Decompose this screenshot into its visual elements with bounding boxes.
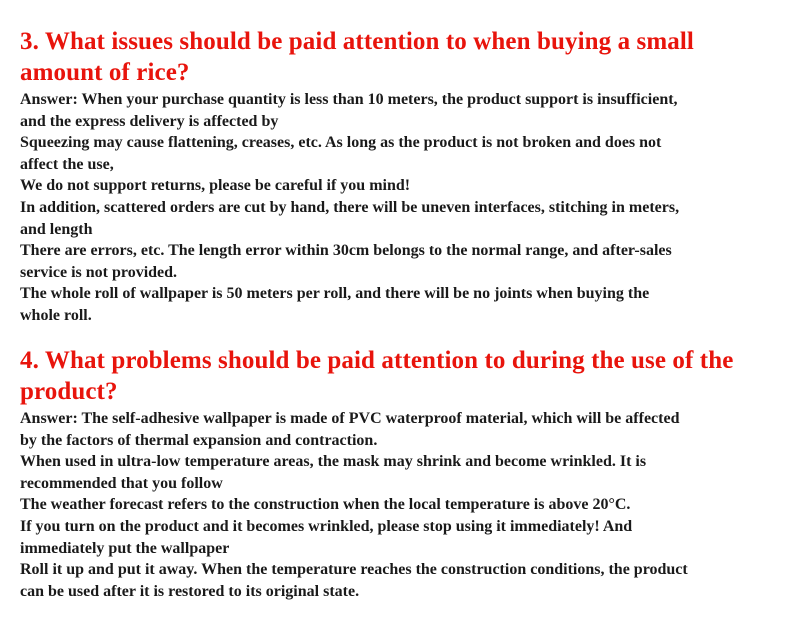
- answer-line: affect the use,: [20, 155, 114, 173]
- answer-line: In addition, scattered orders are cut by hand, there will be uneven interfaces, stitching in meters,: [20, 198, 680, 216]
- title-line: amount of rice?: [20, 59, 190, 86]
- faq-section-4: [20, 345, 790, 602]
- faq-question-3-title: [20, 26, 790, 88]
- answer-line: Answer: When your purchase quantity is less than 10 meters, the product support is insufficient,: [20, 91, 678, 108]
- answer-line: can be used after it is restored to its original state.: [20, 582, 360, 600]
- faq-answer-3: [20, 89, 790, 327]
- answer-line: immediately put the wallpaper: [20, 539, 230, 557]
- answer-line: When used in ultra-low temperature areas, the mask may shrink and become wrinkled. It is: [20, 453, 647, 471]
- answer-line: and the express delivery is affected by: [20, 112, 279, 130]
- answer-line: We do not support returns, please be careful if you mind!: [20, 177, 411, 195]
- title-line: product?: [20, 378, 118, 405]
- answer-line: and length: [20, 220, 93, 238]
- answer-line: Squeezing may cause flattening, creases, etc. As long as the product is not broken and does not: [20, 134, 662, 152]
- answer-line: The weather forecast refers to the construction when the local temperature is above 20°C.: [20, 496, 631, 514]
- title-line: 4. What problems should be paid attention to during the use of the: [20, 347, 734, 374]
- answer-line: by the factors of thermal expansion and contraction.: [20, 431, 378, 449]
- answer-line: whole roll.: [20, 306, 92, 324]
- answer-line: If you turn on the product and it becomes wrinkled, please stop using it immediately! And: [20, 517, 633, 535]
- answer-line: Answer: The self-adhesive wallpaper is made of PVC waterproof material, which will be affected: [20, 410, 680, 427]
- answer-line: service is not provided.: [20, 263, 178, 281]
- faq-section-3: [20, 26, 790, 327]
- answer-line: recommended that you follow: [20, 474, 223, 492]
- answer-line: The whole roll of wallpaper is 50 meters per roll, and there will be no joints when buying the: [20, 285, 650, 303]
- title-line: 3. What issues should be paid attention to when buying a small: [20, 28, 694, 55]
- answer-line: Roll it up and put it away. When the temperature reaches the construction conditions, the product: [20, 561, 688, 579]
- faq-answer-4: [20, 408, 790, 602]
- faq-question-4-title: [20, 345, 790, 407]
- answer-line: There are errors, etc. The length error within 30cm belongs to the normal range, and after-sales: [20, 242, 672, 260]
